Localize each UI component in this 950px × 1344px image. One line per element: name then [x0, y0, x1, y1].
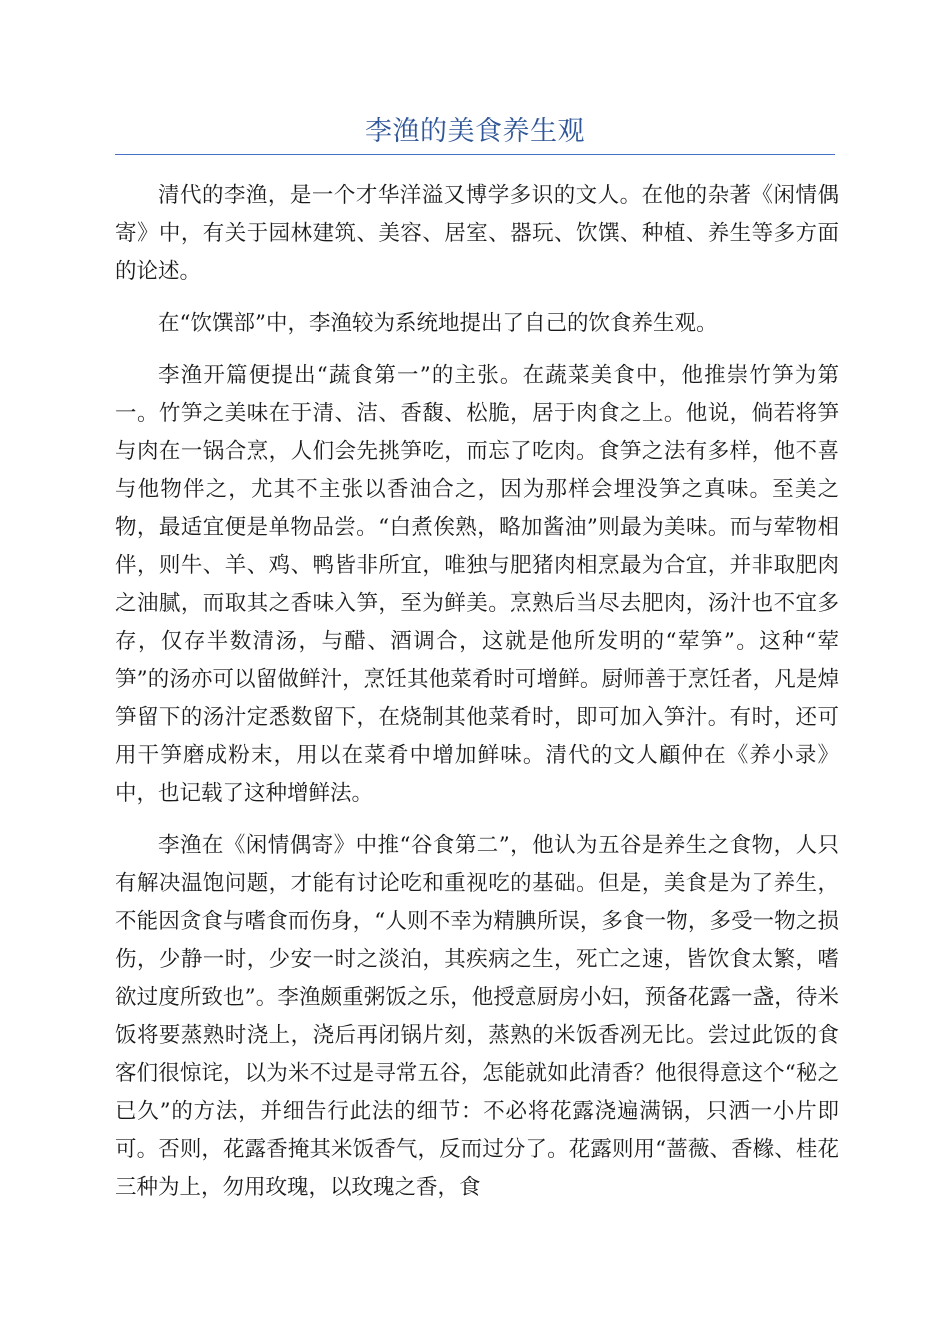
title-underline	[115, 154, 835, 155]
paragraph-diet-view: 在“饮馔部”中，李渔较为系统地提出了自己的饮食养生观。	[158, 311, 718, 336]
document-title: 李渔的美食养生观	[365, 116, 585, 147]
paragraph-intro: 清代的李渔，是一个才华洋溢又博学多识的文人。在他的杂著《闲情偶寄》中，有关于园林建筑、美容、居室、器玩、饮馔、种植、养生等多方面的论述。	[115, 183, 839, 284]
document-body	[115, 177, 839, 1221]
paragraph-vegetables: 李渔开篇便提出“蔬食第一”的主张。在蔬菜美食中，他推崇竹笋为第一。竹笋之美味在于清、洁、香馥、松脆，居于肉食之上。他说，倘若将笋与肉在一锅合烹，人们会先挑笋吃，而忘了吃肉。食笋之法有多样，他不喜与他物伴之，尤其不主张以香油合之，因为那样会埋没笋之真味。至美之物，最适宜便是单物品尝。“白煮俟熟，略加酱油”则最为美味。而与荤物相伴，则牛、羊、鸡、鸭皆非所宜，唯独与肥猪肉相烹最为合宜，并非取肥肉之油腻，而取其之香味入笋，至为鲜美。烹熟后当尽去肥肉，汤汁也不宜多存，仅存半数清汤，与醋、酒调合，这就是他所发明的“荤笋”。这种“荤笋”的汤亦可以留做鲜汁，烹饪其他菜肴时可增鲜。厨师善于烹饪者，凡是焯笋留下的汤汁定悉数留下，在烧制其他菜肴时，即可加入笋汁。有时，还可用干笋磨成粉末，用以在菜肴中增加鲜味。清代的文人顧仲在《养小录》中，也记载了这种增鲜法。	[115, 363, 839, 806]
paragraph-grains: 李渔在《闲情偶寄》中推“谷食第二”，他认为五谷是养生之食物，人只有解决温饱问题，才能有讨论吃和重视吃的基础。但是，美食是为了养生，不能因贪食与嗜食而伤身，“人则不幸为精腆所误，多食一物，多受一物之损伤，少静一时，少安一时之淡泊，其疾病之生，死亡之速，皆饮食太繁，嗜欲过度所致也”。李渔颇重粥饭之乐，他授意厨房小妇，预备花露一盏，待米饭将要蒸熟时浇上，浇后再闭锅片刻，蒸熟的米饭香冽无比。尝过此饭的食客们很惊诧，以为米不过是寻常五谷，怎能就如此清香？他很得意这个“秘之已久”的方法，并细告行此法的细节：不必将花露浇遍满锅，只洒一小片即可。否则，花露香掩其米饭香气，反而过分了。花露则用“蔷薇、香橼、桂花三种为上，勿用玫瑰，以玫瑰之香，食	[115, 833, 839, 1200]
